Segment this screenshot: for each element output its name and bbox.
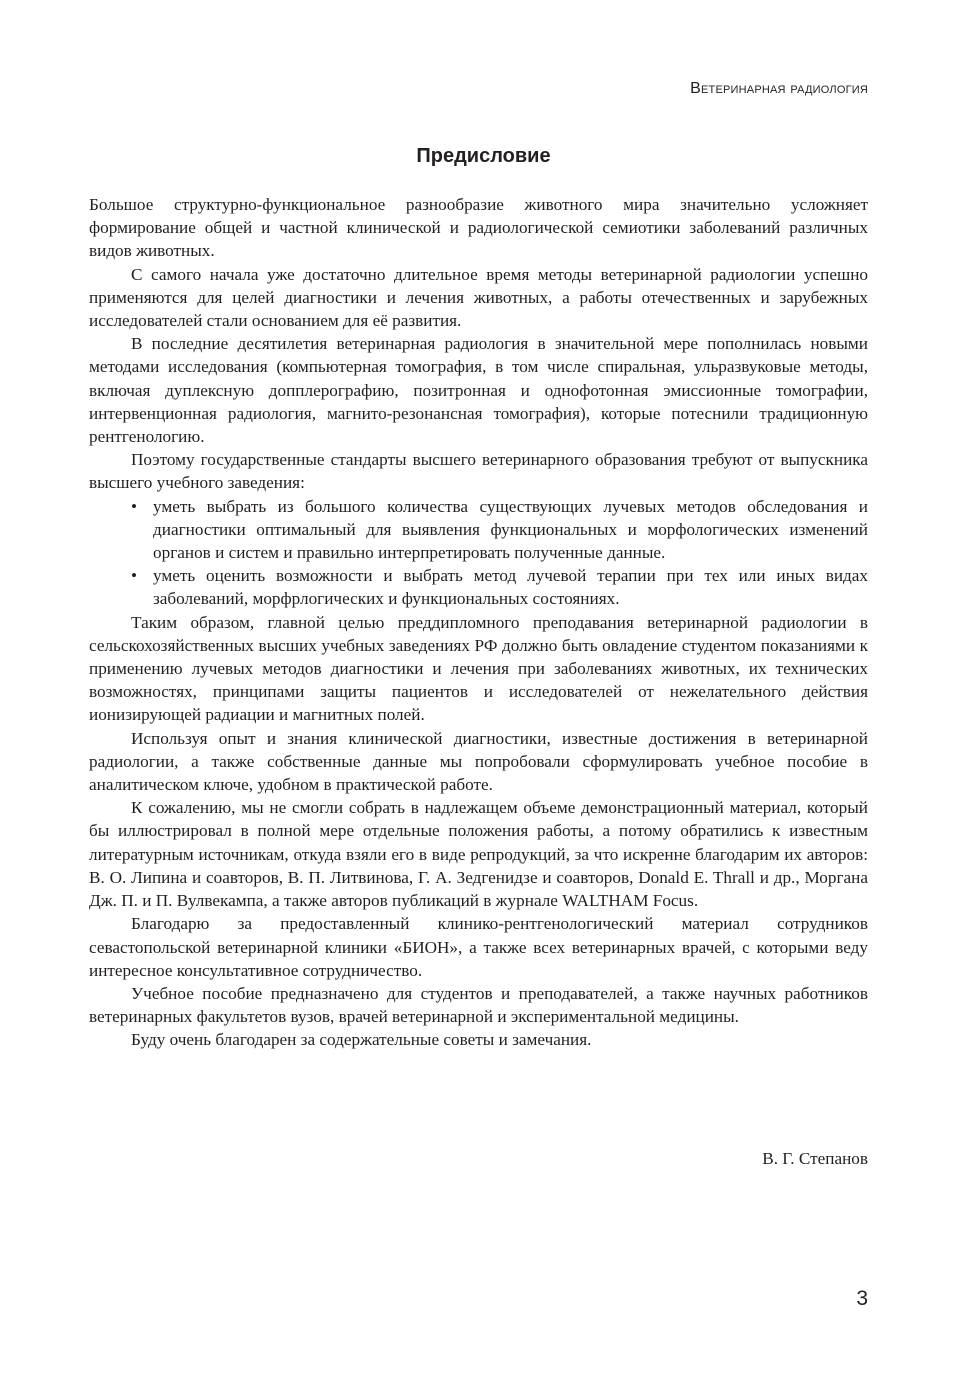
list-item-text: уметь выбрать из большого количества существующих лучевых методов обследования и диагностики оптимальный для выявления функциональных и морфологических изменений органов и систем и правильно интерпретировать полученные данные. [153,496,868,563]
page-number: 3 [856,1287,868,1310]
paragraph: Используя опыт и знания клинической диагностики, известные достижения в ветеринарной радиологии, а также собственные данные мы попробовали сформулировать учебное пособие в аналитическом ключе, удобном в практической работе. [89,728,868,795]
paragraph: К сожалению, мы не смогли собрать в надлежащем объеме демонстрационный материал, который бы иллюстрировал в полной мере отдельные положения работы, а потому обратились к известным литературным источникам, откуда взяли его в виде репродукций, за что искренне благодарим их авторов: В. О. Липина и соавторов, В. П. Литвинова, Г. А. Зедгенидзе и соавторов, Donald E. Thrall и др., Моргана Дж. П. и П. Вулвекампа, а также авторов публикаций в журнале WALTHAM Focus. [89,798,868,911]
list-item [131,495,868,565]
paragraph: Благодарю за предоставленный клинико-рентгенологический материал сотрудников севастопольской ветеринарной клиники «БИОН», а также всех ветеринарных врачей, с которыми веду интересное консультативное сотрудничество. [89,914,868,980]
requirements-list [89,495,868,611]
list-item-text: уметь оценить возможности и выбрать метод лучевой терапии при тех или иных видах заболеваний, морфрлогических и функциональных состояниях. [153,566,868,609]
paragraph: В последние десятилетия ветеринарная радиология в значительной мере пополнилась новыми методами исследования (компьютерная томография, в том числе спиральная, ульразвуковые методы, включая дуплексную допплерографию, позитронная и однофотонная эмиссионные томографии, интервенционная радиология, магнито-резонансная томография), которые потеснили традиционную рентгенологию. [89,334,868,447]
page-title: Предисловие [416,145,551,167]
paragraph: Учебное пособие предназначено для студентов и преподавателей, а также научных работников ветеринарных факультетов вузов, врачей ветеринарной и экспериментальной медицины. [89,983,868,1027]
paragraph: Поэтому государственные стандарты высшего ветеринарного образования требуют от выпускника высшего учебного заведения: [89,450,868,493]
paragraph: С самого начала уже достаточно длительное время методы ветеринарной радиологии успешно применяются для целей диагностики и лечения животных, а работы отечественных и зарубежных исследователей стали основанием для её развития. [89,264,868,331]
running-header: Ветеринарная радиология [690,80,868,97]
list-item [131,564,868,610]
paragraph: Большое структурно-функциональное разнообразие животного мира значительно усложняет формирование общей и частной клинической и радиологической семиотики заболеваний различных видов животных. [89,195,868,261]
paragraph: Буду очень благодарен за содержательные советы и замечания. [131,1030,592,1050]
bullet-icon: • [131,566,138,586]
author-signature: В. Г. Степанов [762,1149,868,1168]
paragraph: Таким образом, главной целью преддипломного преподавания ветеринарной радиологии в сельскохозяйственных высших учебных заведениях РФ должно быть овладение студентом показаниями к применению лучевых методов диагностики и лечения при заболеваниях животных, их технических возможностях, принципами защиты пациентов и исследователей от нежелательного действия ионизирующей радиации и магнитных полей. [89,612,868,725]
bullet-icon: • [131,496,138,516]
body-text [89,193,868,1052]
